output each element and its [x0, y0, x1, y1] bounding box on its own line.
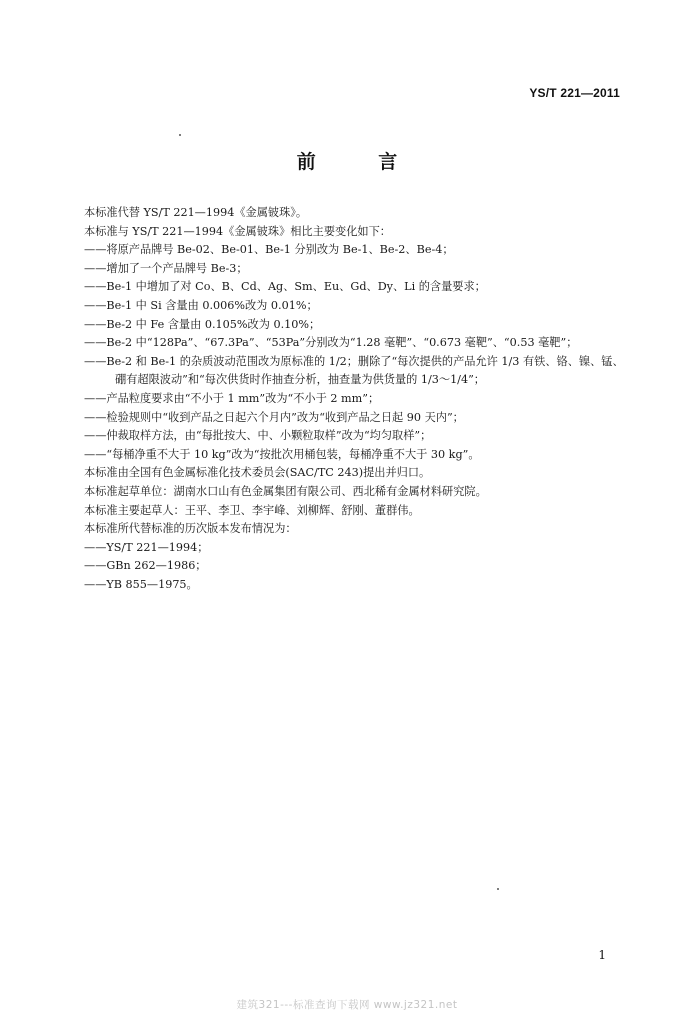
page-number: 1 [598, 948, 606, 962]
change-item: ——将原产品牌号 Be-02、Be-01、Be-1 分别改为 Be-1、Be-2、Be-4； [84, 243, 454, 257]
preface-line: 本标准与 YS/T 221—1994《金属铍珠》相比主要变化如下： [84, 224, 391, 238]
change-item: ——Be-1 中 Si 含量由 0.006%改为 0.01%； [84, 298, 318, 312]
scan-speck [497, 888, 499, 890]
version-item: ——GBn 262—1986； [84, 559, 207, 573]
version-item: ——YB 855—1975。 [84, 577, 198, 591]
preface-line: 本标准代替 YS/T 221—1994《金属铍珠》。 [84, 206, 308, 219]
change-item: ——“每桶净重不大于 10 kg”改为“按批次用桶包装，每桶净重不大于 30 kg”。 [84, 447, 480, 461]
change-item: ——仲裁取样方法，由“每批按大、中、小颗粒取样”改为“均匀取样”； [84, 429, 432, 443]
preface-line: 本标准起草单位：湖南水口山有色金属集团有限公司、西北稀有金属材料研究院。 [84, 484, 487, 498]
scan-speck [179, 134, 181, 136]
watermark: 建筑321---标准查询下载网 www.jz321.net [236, 999, 458, 1011]
preface-line: 本标准所代替标准的历次版本发布情况为： [84, 522, 297, 536]
change-item: ——Be-2 和 Be-1 的杂质波动范围改为原标准的 1/2；删除了“每次提供的产品允许 1/3 有铁、铬、镍、锰、硼有超限波动”和“每次供货时作抽查分析，抽查量为供货量的 1/3～1/4”； [84, 354, 624, 387]
standard-code: YS/T 221—2011 [529, 86, 620, 100]
version-item: ——YS/T 221—1994； [84, 540, 209, 554]
change-item: ——产品粒度要求由“不小于 1 mm”改为“不小于 2 mm”； [84, 391, 380, 405]
change-item: ——Be-1 中增加了对 Co、B、Cd、Ag、Sm、Eu、Gd、Dy、Li 的含量要求； [84, 280, 486, 294]
change-item: ——检验规则中“收到产品之日起六个月内”改为“收到产品之日起 90 天内”； [84, 410, 464, 424]
preface-body [84, 204, 629, 594]
preface-line: 本标准主要起草人：王平、李卫、李宇峰、刘柳辉、舒刚、董群伟。 [84, 503, 420, 517]
change-item: ——增加了一个产品牌号 Be-3； [84, 261, 248, 275]
preface-line: 本标准由全国有色金属标准化技术委员会(SAC/TC 243)提出并归口。 [84, 466, 431, 480]
page-title: 前 言 [296, 151, 426, 173]
change-item: ——Be-2 中“128Pa”、“67.3Pa”、“53Pa”分别改为“1.28 毫靶”、“0.673 毫靶”、“0.53 毫靶”； [84, 336, 578, 350]
change-item: ——Be-2 中 Fe 含量由 0.105%改为 0.10%； [84, 317, 321, 331]
